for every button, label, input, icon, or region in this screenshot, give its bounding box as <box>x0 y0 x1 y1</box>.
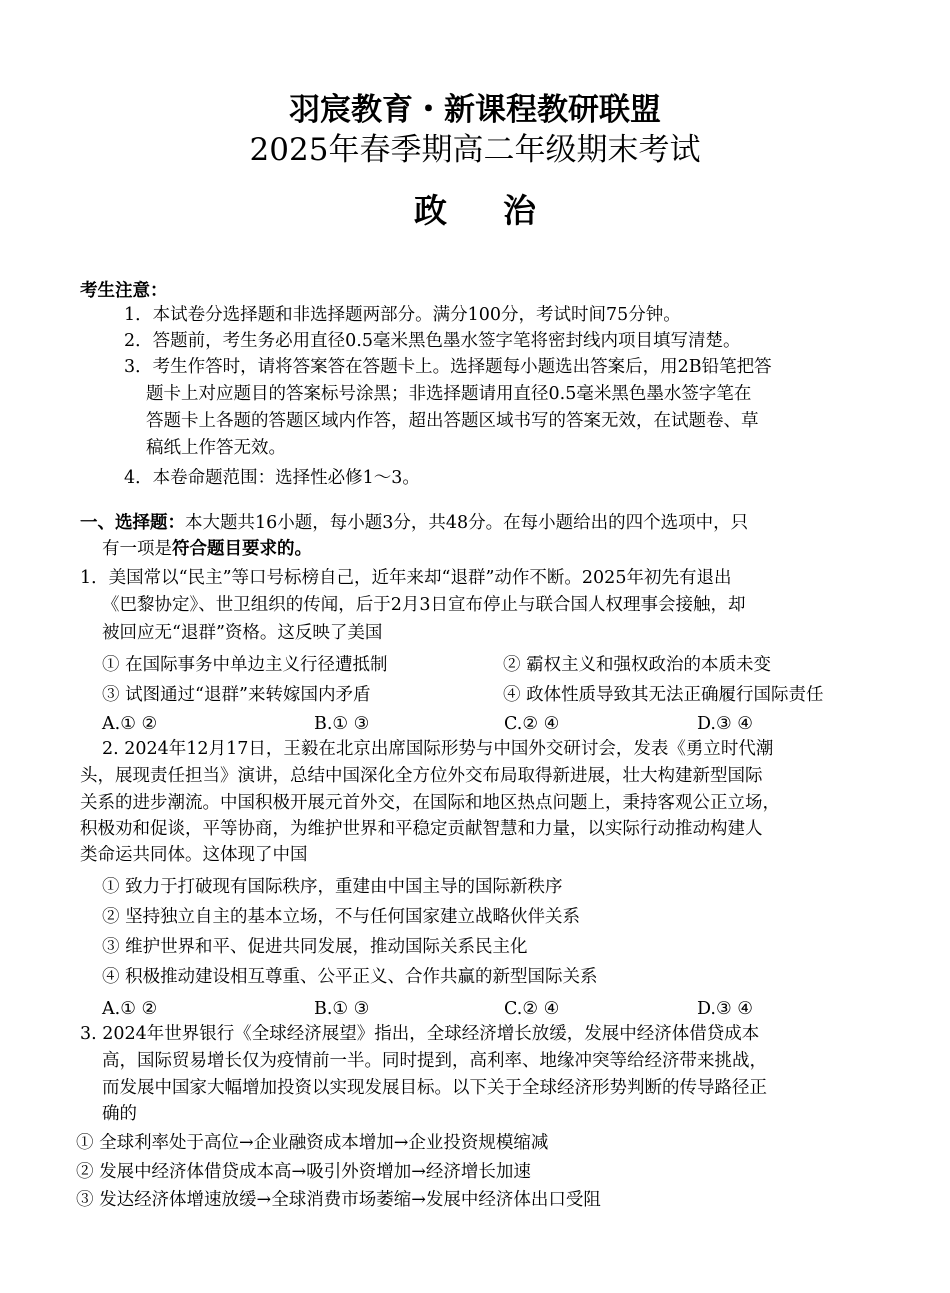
notice-line: 1．本试卷分选择题和非选择题两部分。满分100分，考试时间75分钟。 <box>124 305 681 325</box>
q2-item: ① 致力于打破现有国际秩序，重建由中国主导的国际新秩序 <box>102 877 563 897</box>
q1-option-a: A.① ② <box>102 714 158 734</box>
subject-title: 政治 <box>414 191 592 230</box>
q3-item: ② 发展中经济体借贷成本高→吸引外资增加→经济增长加速 <box>76 1162 531 1182</box>
q2-option-c: C.② ④ <box>504 999 560 1019</box>
q2-stem: 关系的进步潮流。中国积极开展元首外交，在国际和地区热点问题上，秉持客观公正立场， <box>80 793 780 813</box>
q1-stem: 1．美国常以“民主”等口号标榜自己，近年来却“退群”动作不断。2025年初先有退出 <box>80 568 732 588</box>
q1-stem: 被回应无“退群”资格。这反映了美国 <box>102 623 383 643</box>
notice-line: 题卡上对应题目的答案标号涂黑；非选择题请用直径0.5毫米黑色墨水签字笔在 <box>146 384 752 404</box>
q2-option-a: A.① ② <box>102 999 158 1019</box>
q1-option-d: D.③ ④ <box>697 714 753 734</box>
q2-item: ③ 维护世界和平、促进共同发展，推动国际关系民主化 <box>102 937 528 957</box>
q3-stem: 确的 <box>102 1104 137 1124</box>
q2-option-b: B.① ③ <box>314 999 370 1019</box>
q2-item: ② 坚持独立自主的基本立场，不与任何国家建立战略伙伴关系 <box>102 907 581 927</box>
section-label: 一、选择题： <box>80 513 185 533</box>
q3-stem: 高，国际贸易增长仅为疫情前一半。同时提到，高利率、地缘冲突等给经济带来挑战， <box>102 1051 767 1071</box>
notice-line: 答题卡上各题的答题区域内作答，超出答题区域书写的答案无效，在试题卷、草 <box>146 411 759 431</box>
q3-stem: 而发展中国家大幅增加投资以实现发展目标。以下关于全球经济形势判断的传导路径正 <box>102 1078 767 1098</box>
exam-title: 2025年春季期高二年级期末考试 <box>249 132 701 168</box>
q1-item: ② 霸权主义和强权政治的本质未变 <box>503 655 772 675</box>
section-intro: 本大题共16小题，每小题3分，共48分。在每小题给出的四个选项中，只 <box>185 513 749 533</box>
notice-line: 2．答题前，考生务必用直径0.5毫米黑色墨水签字笔将密封线内项目填写清楚。 <box>124 331 741 351</box>
q2-item: ④ 积极推动建设相互尊重、公平正义、合作共赢的新型国际关系 <box>102 967 598 987</box>
exam-org-title: 羽宸教育・新课程教研联盟 <box>289 92 661 128</box>
q2-stem: 头，展现责任担当》演讲，总结中国深化全方位外交布局取得新进展，壮大构建新型国际 <box>80 766 763 786</box>
q2-stem: 类命运共同体。这体现了中国 <box>80 845 308 865</box>
q3-item: ① 全球利率处于高位→企业融资成本增加→企业投资规模缩减 <box>76 1133 549 1153</box>
q3-stem: 3. 2024年世界银行《全球经济展望》指出，全球经济增长放缓，发展中经济体借贷成本 <box>80 1024 760 1044</box>
notice-line: 稿纸上作答无效。 <box>146 438 286 458</box>
section-intro-plain: 有一项是 <box>102 539 172 559</box>
notice-line: 4．本卷命题范围：选择性必修1～3。 <box>124 468 420 488</box>
notice-line: 3．考生作答时，请将答案答在答题卡上。选择题每小题选出答案后，用2B铅笔把答 <box>124 357 772 377</box>
section-heading <box>80 512 748 534</box>
q1-item: ③ 试图通过“退群”来转嫁国内矛盾 <box>102 685 371 705</box>
q1-item: ① 在国际事务中单边主义行径遭抵制 <box>102 655 388 675</box>
section-intro-bold: 符合题目要求的。 <box>172 539 312 559</box>
q2-stem: 积极劝和促谈，平等协商，为维护世界和平稳定贡献智慧和力量，以实际行动推动构建人 <box>80 819 763 839</box>
q1-stem: 《巴黎协定》、世卫组织的传闻，后于2月3日宣布停止与联合国人权理事会接触，却 <box>102 595 746 615</box>
notice-title: 考生注意： <box>80 281 168 301</box>
section-heading-cont <box>102 538 312 560</box>
q1-item: ④ 政体性质导致其无法正确履行国际责任 <box>503 685 824 705</box>
q1-option-b: B.① ③ <box>314 714 370 734</box>
q2-stem: 2. 2024年12月17日，王毅在北京出席国际形势与中国外交研讨会，发表《勇立时代潮 <box>102 739 774 759</box>
q3-item: ③ 发达经济体增速放缓→全球消费市场萎缩→发展中经济体出口受阻 <box>76 1190 601 1210</box>
q2-option-d: D.③ ④ <box>697 999 753 1019</box>
q1-option-c: C.② ④ <box>504 714 560 734</box>
